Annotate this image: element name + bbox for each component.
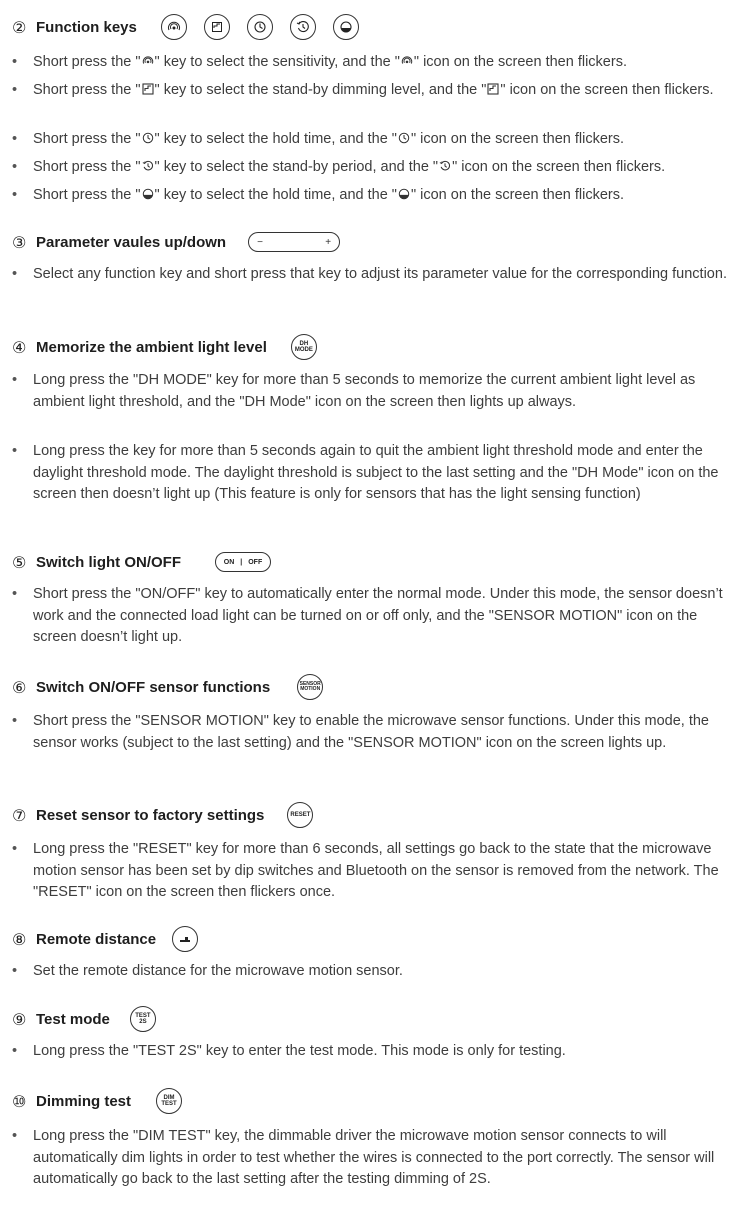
list-item: • Short press the " " key to select the hold time, and the " " icon on the screen then flickers. — [12, 185, 737, 207]
section-7-header — [12, 802, 313, 828]
list-item: • Short press the " " key to select the stand-by dimming level, and the " " icon on the screen then flickers. — [12, 80, 737, 102]
sensitivity-key-icon — [161, 14, 187, 40]
section-title: Switch ON/OFF sensor functions — [36, 678, 271, 696]
section-number: ② — [12, 17, 27, 37]
remote-distance-key-icon — [172, 926, 198, 952]
up-down-key-icon — [248, 232, 340, 252]
section-number: ⑨ — [12, 1009, 27, 1029]
dimming-level-icon — [487, 83, 499, 95]
section-title: Test mode — [36, 1010, 110, 1028]
plus-icon: + — [325, 236, 332, 248]
section-number: ③ — [12, 232, 27, 252]
dimming-level-key-icon — [204, 14, 230, 40]
section-title: Switch light ON/OFF — [36, 553, 181, 571]
reset-key-icon: RESET — [287, 802, 313, 828]
light-sensor-icon — [398, 188, 410, 200]
section-4-header — [12, 334, 317, 360]
section-number: ⑦ — [12, 805, 27, 825]
sensitivity-icon — [142, 55, 154, 67]
section-2-header — [12, 14, 359, 40]
section-6-header — [12, 674, 323, 700]
light-sensor-icon — [142, 188, 154, 200]
list-item: • Long press the "DIM TEST" key, the dimmable driver the microwave motion sensor connects to will automatically dim lights in order to test whether the wires is connected to the port correctly. The sensor will automatically go back to the last setting after the testing dimming of 2S. — [12, 1126, 737, 1191]
hold-time-icon — [398, 132, 410, 144]
list-item: • Short press the "SENSOR MOTION" key to enable the microwave sensor functions. Under this mode, the sensor works (subject to the last setting) and the "SENSOR MOTION" icon on the screen lights up. — [12, 711, 737, 754]
section-number: ④ — [12, 337, 27, 357]
hold-time-key-icon — [247, 14, 273, 40]
list-item: • Short press the " " key to select the hold time, and the " " icon on the screen then flickers. — [12, 129, 737, 151]
test-2s-key-icon: TEST 2S — [130, 1006, 156, 1032]
section-5-header — [12, 552, 271, 572]
light-sensor-key-icon — [333, 14, 359, 40]
section-title: Reset sensor to factory settings — [36, 806, 265, 824]
dim-test-key-icon: DIM TEST — [156, 1088, 182, 1114]
list-item: • Set the remote distance for the microwave motion sensor. — [12, 961, 737, 983]
list-item: • Short press the " " key to select the stand-by period, and the " " icon on the screen then flickers. — [12, 157, 737, 179]
list-item: • Long press the "TEST 2S" key to enter the test mode. This mode is only for testing. — [12, 1041, 737, 1063]
standby-period-icon — [142, 160, 154, 172]
standby-period-key-icon — [290, 14, 316, 40]
sensor-motion-key-icon: SENSOR MOTION — [297, 674, 323, 700]
section-10-header — [12, 1088, 182, 1114]
list-item: • Select any function key and short press that key to adjust its parameter value for the corresponding function. — [12, 264, 737, 286]
section-number: ⑧ — [12, 929, 27, 949]
dimming-level-icon — [142, 83, 154, 95]
minus-icon: − — [257, 236, 263, 248]
section-number: ⑤ — [12, 552, 27, 572]
section-title: Dimming test — [36, 1092, 132, 1110]
section-title: Parameter vaules up/down — [36, 233, 227, 251]
list-item: • Short press the " " key to select the sensitivity, and the " " icon on the screen then flickers. — [12, 52, 737, 74]
on-off-key-icon: ON | OFF — [215, 552, 271, 572]
list-item: • Long press the "DH MODE" key for more than 5 seconds to memorize the current ambient light level as ambient light threshold, and the "DH Mode" icon on the screen then lights up always. — [12, 370, 737, 413]
section-3-header — [12, 232, 340, 252]
section-title: Memorize the ambient light level — [36, 338, 267, 356]
standby-period-icon — [439, 160, 451, 172]
section-title: Remote distance — [36, 930, 157, 948]
sensitivity-icon — [401, 55, 413, 67]
list-item: • Short press the "ON/OFF" key to automatically enter the normal mode. Under this mode, the sensor doesn’t work and the connected load light can be turned on or off only, and the "SENSOR MOTION" icon on the screen doesn’t light up. — [12, 584, 737, 649]
section-9-header — [12, 1006, 156, 1032]
section-title: Function keys — [36, 18, 137, 36]
hold-time-icon — [142, 132, 154, 144]
section-8-header — [12, 926, 198, 952]
section-number: ⑥ — [12, 677, 27, 697]
list-item: • Long press the key for more than 5 seconds again to quit the ambient light threshold mode and enter the daylight threshold mode. The daylight threshold is subject to the last setting and the "DH Mode" icon on the screen then doesn’t light up (This feature is only for sensors that has the light sensing function) — [12, 441, 737, 506]
list-item: • Long press the "RESET" key for more than 6 seconds, all settings go back to the state that the microwave motion sensor has been set by dip switches and Bluetooth on the sensor is removed from the network. The "RESET" icon on the screen then flickers once. — [12, 839, 737, 904]
dh-mode-key-icon: DH MODE — [291, 334, 317, 360]
section-number: ⑩ — [12, 1091, 27, 1111]
